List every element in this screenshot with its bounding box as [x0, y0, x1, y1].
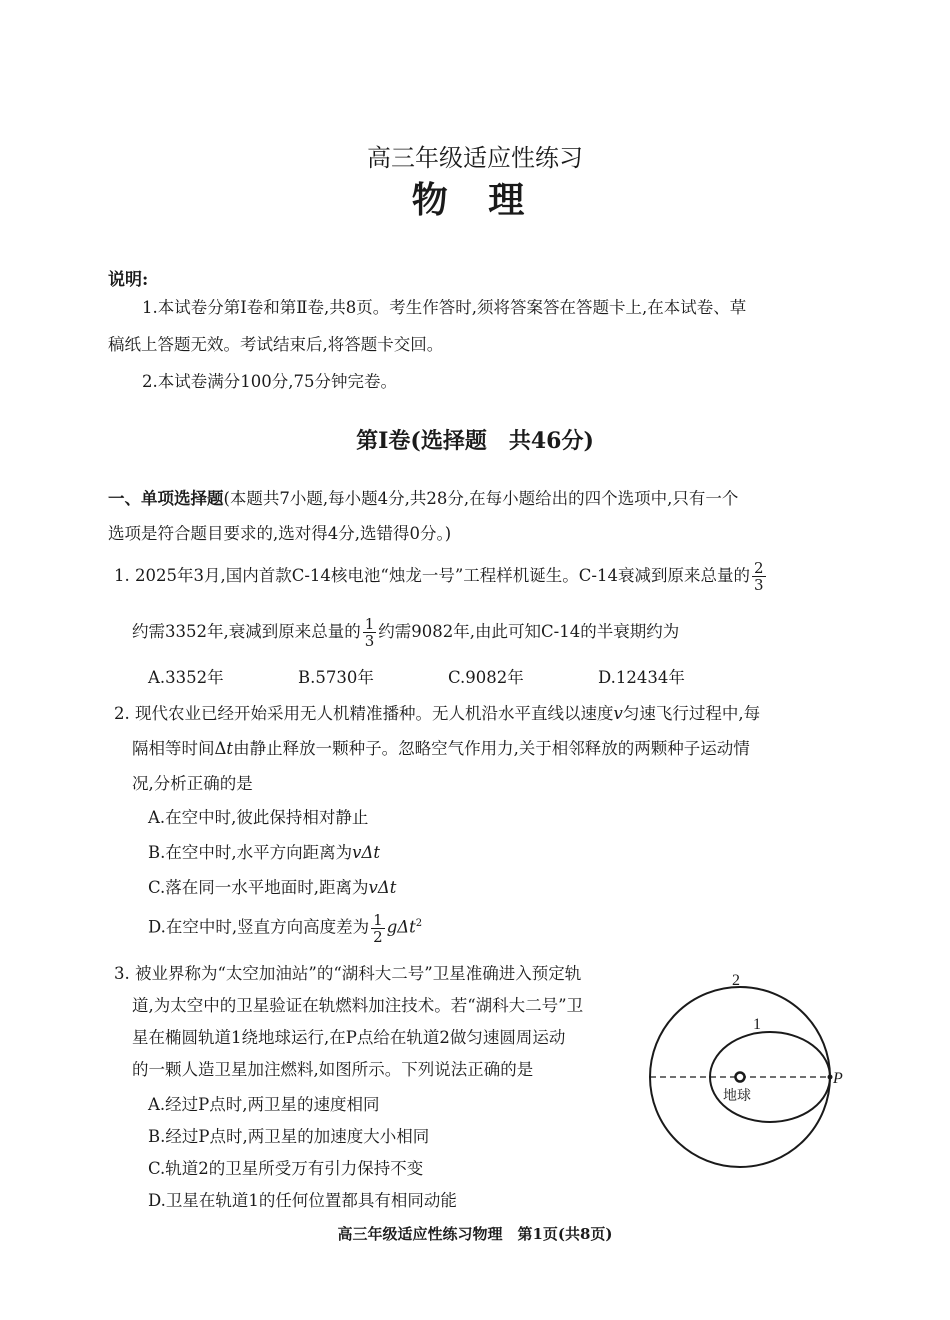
q2-text-2b: 由静止释放一颗种子。忽略空气作用力,关于相邻释放的两颗种子运动情 — [233, 739, 750, 758]
q1-line-1 — [114, 558, 768, 594]
q2-option-b-text: B.在空中时,水平方向距离为 — [148, 843, 353, 862]
q3-option-c: C.轨道2的卫星所受万有引力保持不变 — [148, 1159, 424, 1178]
q2-option-d — [148, 906, 422, 946]
page-footer: 高三年级适应性练习物理 第1页(共8页) — [337, 1225, 613, 1243]
q2-option-d-fraction — [371, 912, 385, 945]
orbit-2-label: 2 — [732, 972, 740, 989]
q2-text-1b: 匀速飞行过程中,每 — [622, 704, 761, 723]
part1-heading: 一、单项选择题 — [108, 489, 224, 508]
notes-line-1b: 稿纸上答题无效。考试结束后,将答题卡交回。 — [108, 335, 444, 354]
notes-line-2: 2.本试卷满分100分,75分钟完卷。 — [142, 372, 397, 391]
q2-var-t: t — [226, 739, 234, 758]
q2-option-a: A.在空中时,彼此保持相对静止 — [148, 808, 369, 827]
q1-option-d: D.12434年 — [598, 668, 685, 687]
q1-frac2-den: 3 — [364, 632, 375, 650]
q2-option-d-exponent: 2 — [415, 918, 423, 929]
q2-option-b-expr: vΔt — [352, 843, 380, 862]
q2-text-1a: 2. 现代农业已经开始采用无人机精准播种。无人机沿水平直线以速度 — [114, 704, 614, 723]
q2-option-c-text: C.落在同一水平地面时,距离为 — [148, 878, 369, 897]
notes-heading: 说明: — [108, 270, 149, 290]
q2-var-v: v — [613, 704, 623, 723]
q3-line-4: 的一颗人造卫星加注燃料,如图所示。下列说法正确的是 — [132, 1060, 534, 1079]
q2-line-3: 况,分析正确的是 — [132, 774, 253, 793]
section-title: 第Ⅰ卷(选择题 共46分) — [356, 428, 594, 454]
q3-option-b: B.经过P点时,两卫星的加速度大小相同 — [148, 1127, 430, 1146]
orbit-diagram — [640, 960, 870, 1190]
q1-text-1: 1. 2025年3月,国内首款C-14核电池“烛龙一号”工程样机诞生。C-14衰减到原来总量的 — [114, 566, 750, 585]
point-p-marker — [828, 1075, 833, 1080]
q3-option-a: A.经过P点时,两卫星的速度相同 — [148, 1095, 380, 1114]
q2-text-2a: 隔相等时间Δ — [132, 739, 227, 758]
q2-line-2 — [132, 735, 750, 759]
earth-label: 地球 — [723, 1088, 751, 1104]
point-p-label: P — [833, 1070, 843, 1087]
q3-line-2: 道,为太空中的卫星验证在轨燃料加注技术。若“湖科大二号”卫 — [132, 996, 584, 1015]
q2-optd-den: 2 — [373, 927, 383, 946]
q2-option-d-text: D.在空中时,竖直方向高度差为 — [148, 917, 370, 937]
exam-title: 物 理 — [411, 179, 539, 221]
q1-option-b: B.5730年 — [298, 668, 374, 687]
earth-marker — [736, 1073, 745, 1082]
q1-frac2-num: 1 — [364, 615, 375, 633]
part1-desc-b: 选项是符合题目要求的,选对得4分,选错得0分。) — [108, 524, 452, 543]
q1-frac1-den: 3 — [753, 576, 764, 594]
q3-option-d: D.卫星在轨道1的任何位置都具有相同动能 — [148, 1191, 457, 1210]
q2-option-c-expr: vΔt — [368, 878, 397, 897]
q2-option-d-expr: gΔt — [386, 917, 416, 937]
part1-desc-a: (本题共7小题,每小题4分,共28分,在每小题给出的四个选项中,只有一个 — [223, 489, 739, 508]
q2-optd-num: 1 — [373, 910, 383, 929]
q1-frac1-num: 2 — [753, 559, 764, 577]
orbit-1-label: 1 — [753, 1016, 761, 1033]
q1-line-2 — [132, 614, 679, 650]
q2-option-c — [148, 874, 396, 898]
q1-text-2a: 约需3352年,衰减到原来总量的 — [132, 622, 361, 641]
q2-line-1 — [114, 700, 760, 724]
q1-fraction-1-3 — [363, 616, 377, 649]
q1-option-a: A.3352年 — [148, 668, 224, 687]
q3-line-1: 3. 被业界称为“太空加油站”的“湖科大二号”卫星准确进入预定轨 — [114, 964, 582, 983]
q1-option-c: C.9082年 — [448, 668, 524, 687]
q3-line-3: 星在椭圆轨道1绕地球运行,在P点给在轨道2做匀速圆周运动 — [132, 1028, 566, 1047]
q1-text-2b: 约需9082年,由此可知C-14的半衰期约为 — [378, 622, 680, 641]
part1-description — [108, 485, 738, 509]
exam-subtitle: 高三年级适应性练习 — [367, 144, 583, 172]
q2-option-b — [148, 839, 380, 863]
notes-line-1: 1.本试卷分第Ⅰ卷和第Ⅱ卷,共8页。考生作答时,须将答案答在答题卡上,在本试卷、草 — [142, 298, 747, 317]
q1-fraction-2-3 — [752, 560, 766, 593]
